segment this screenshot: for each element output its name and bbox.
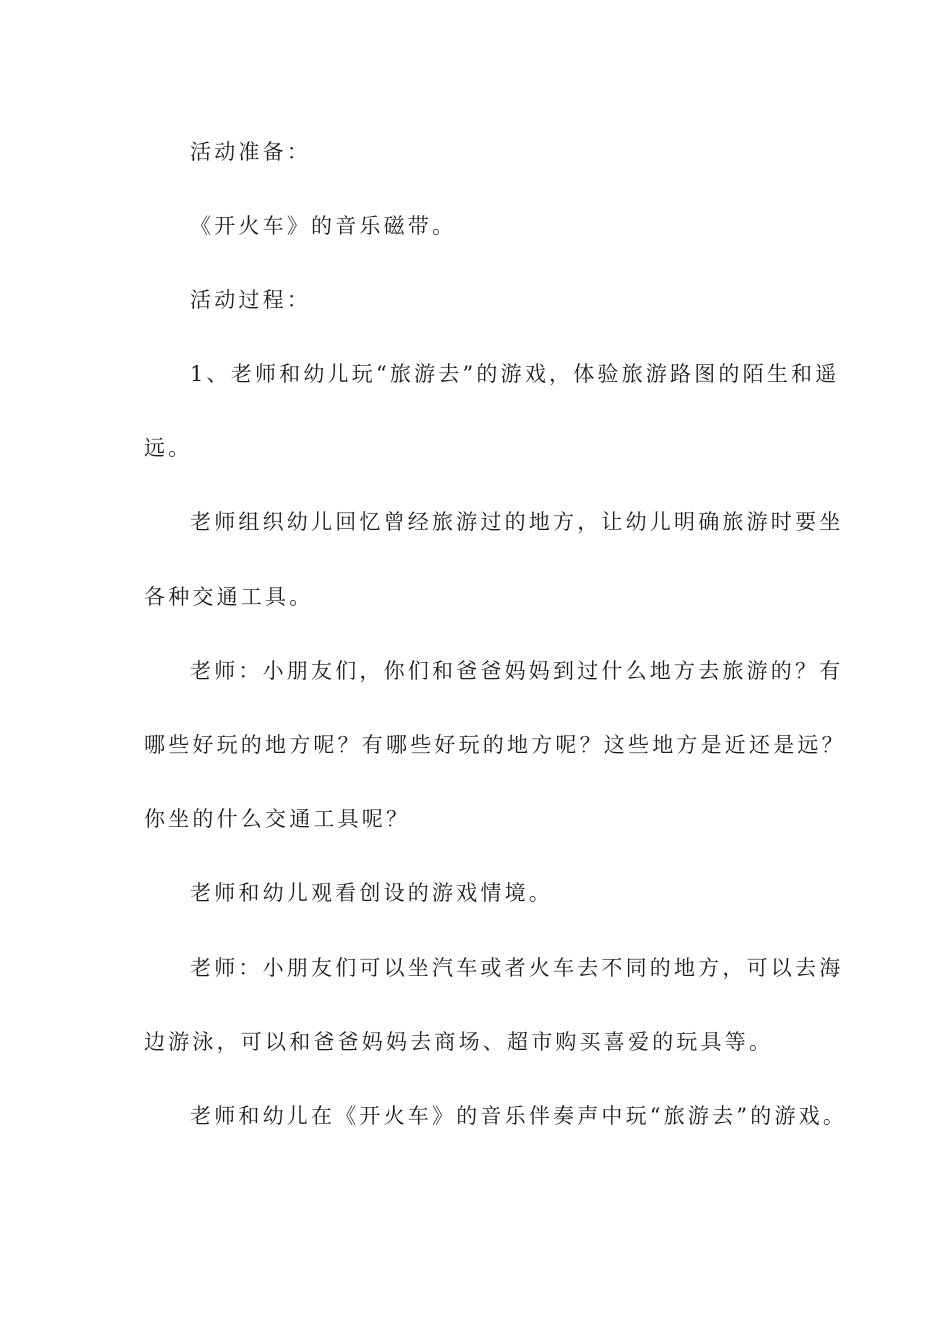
paragraph-materials: 《开火车》的音乐磁带。 — [190, 214, 457, 238]
paragraph-teacher-question-line-3: 你坐的什么交通工具呢？ — [144, 807, 411, 831]
paragraph-recall-line-2: 各种交通工具。 — [144, 585, 314, 609]
paragraph-watch-scene: 老师和幼儿观看创设的游戏情境。 — [190, 881, 553, 905]
heading-activity-process: 活动过程： — [190, 288, 311, 312]
paragraph-teacher-suggestion-line-1: 老师：小朋友们可以坐汽车或者火车去不同的地方，可以去海 — [190, 956, 844, 980]
paragraph-recall-line-1: 老师组织幼儿回忆曾经旅游过的地方，让幼儿明确旅游时要坐 — [190, 510, 844, 534]
paragraph-step-1-line-1: 1、老师和幼儿玩“旅游去”的游戏，体验旅游路图的陌生和遥 — [190, 362, 840, 386]
paragraph-teacher-question-line-2: 哪些好玩的地方呢？有哪些好玩的地方呢？这些地方是近还是远？ — [144, 733, 846, 757]
paragraph-teacher-question-line-1: 老师：小朋友们，你们和爸爸妈妈到过什么地方去旅游的？有 — [190, 659, 844, 683]
heading-activity-preparation: 活动准备： — [190, 140, 311, 164]
paragraph-step-1-line-2: 远。 — [144, 436, 193, 460]
paragraph-teacher-suggestion-line-2: 边游泳，可以和爸爸妈妈去商场、超市购买喜爱的玩具等。 — [144, 1030, 774, 1054]
paragraph-play-game: 老师和幼儿在《开火车》的音乐伴奏声中玩“旅游去”的游戏。 — [190, 1104, 848, 1128]
